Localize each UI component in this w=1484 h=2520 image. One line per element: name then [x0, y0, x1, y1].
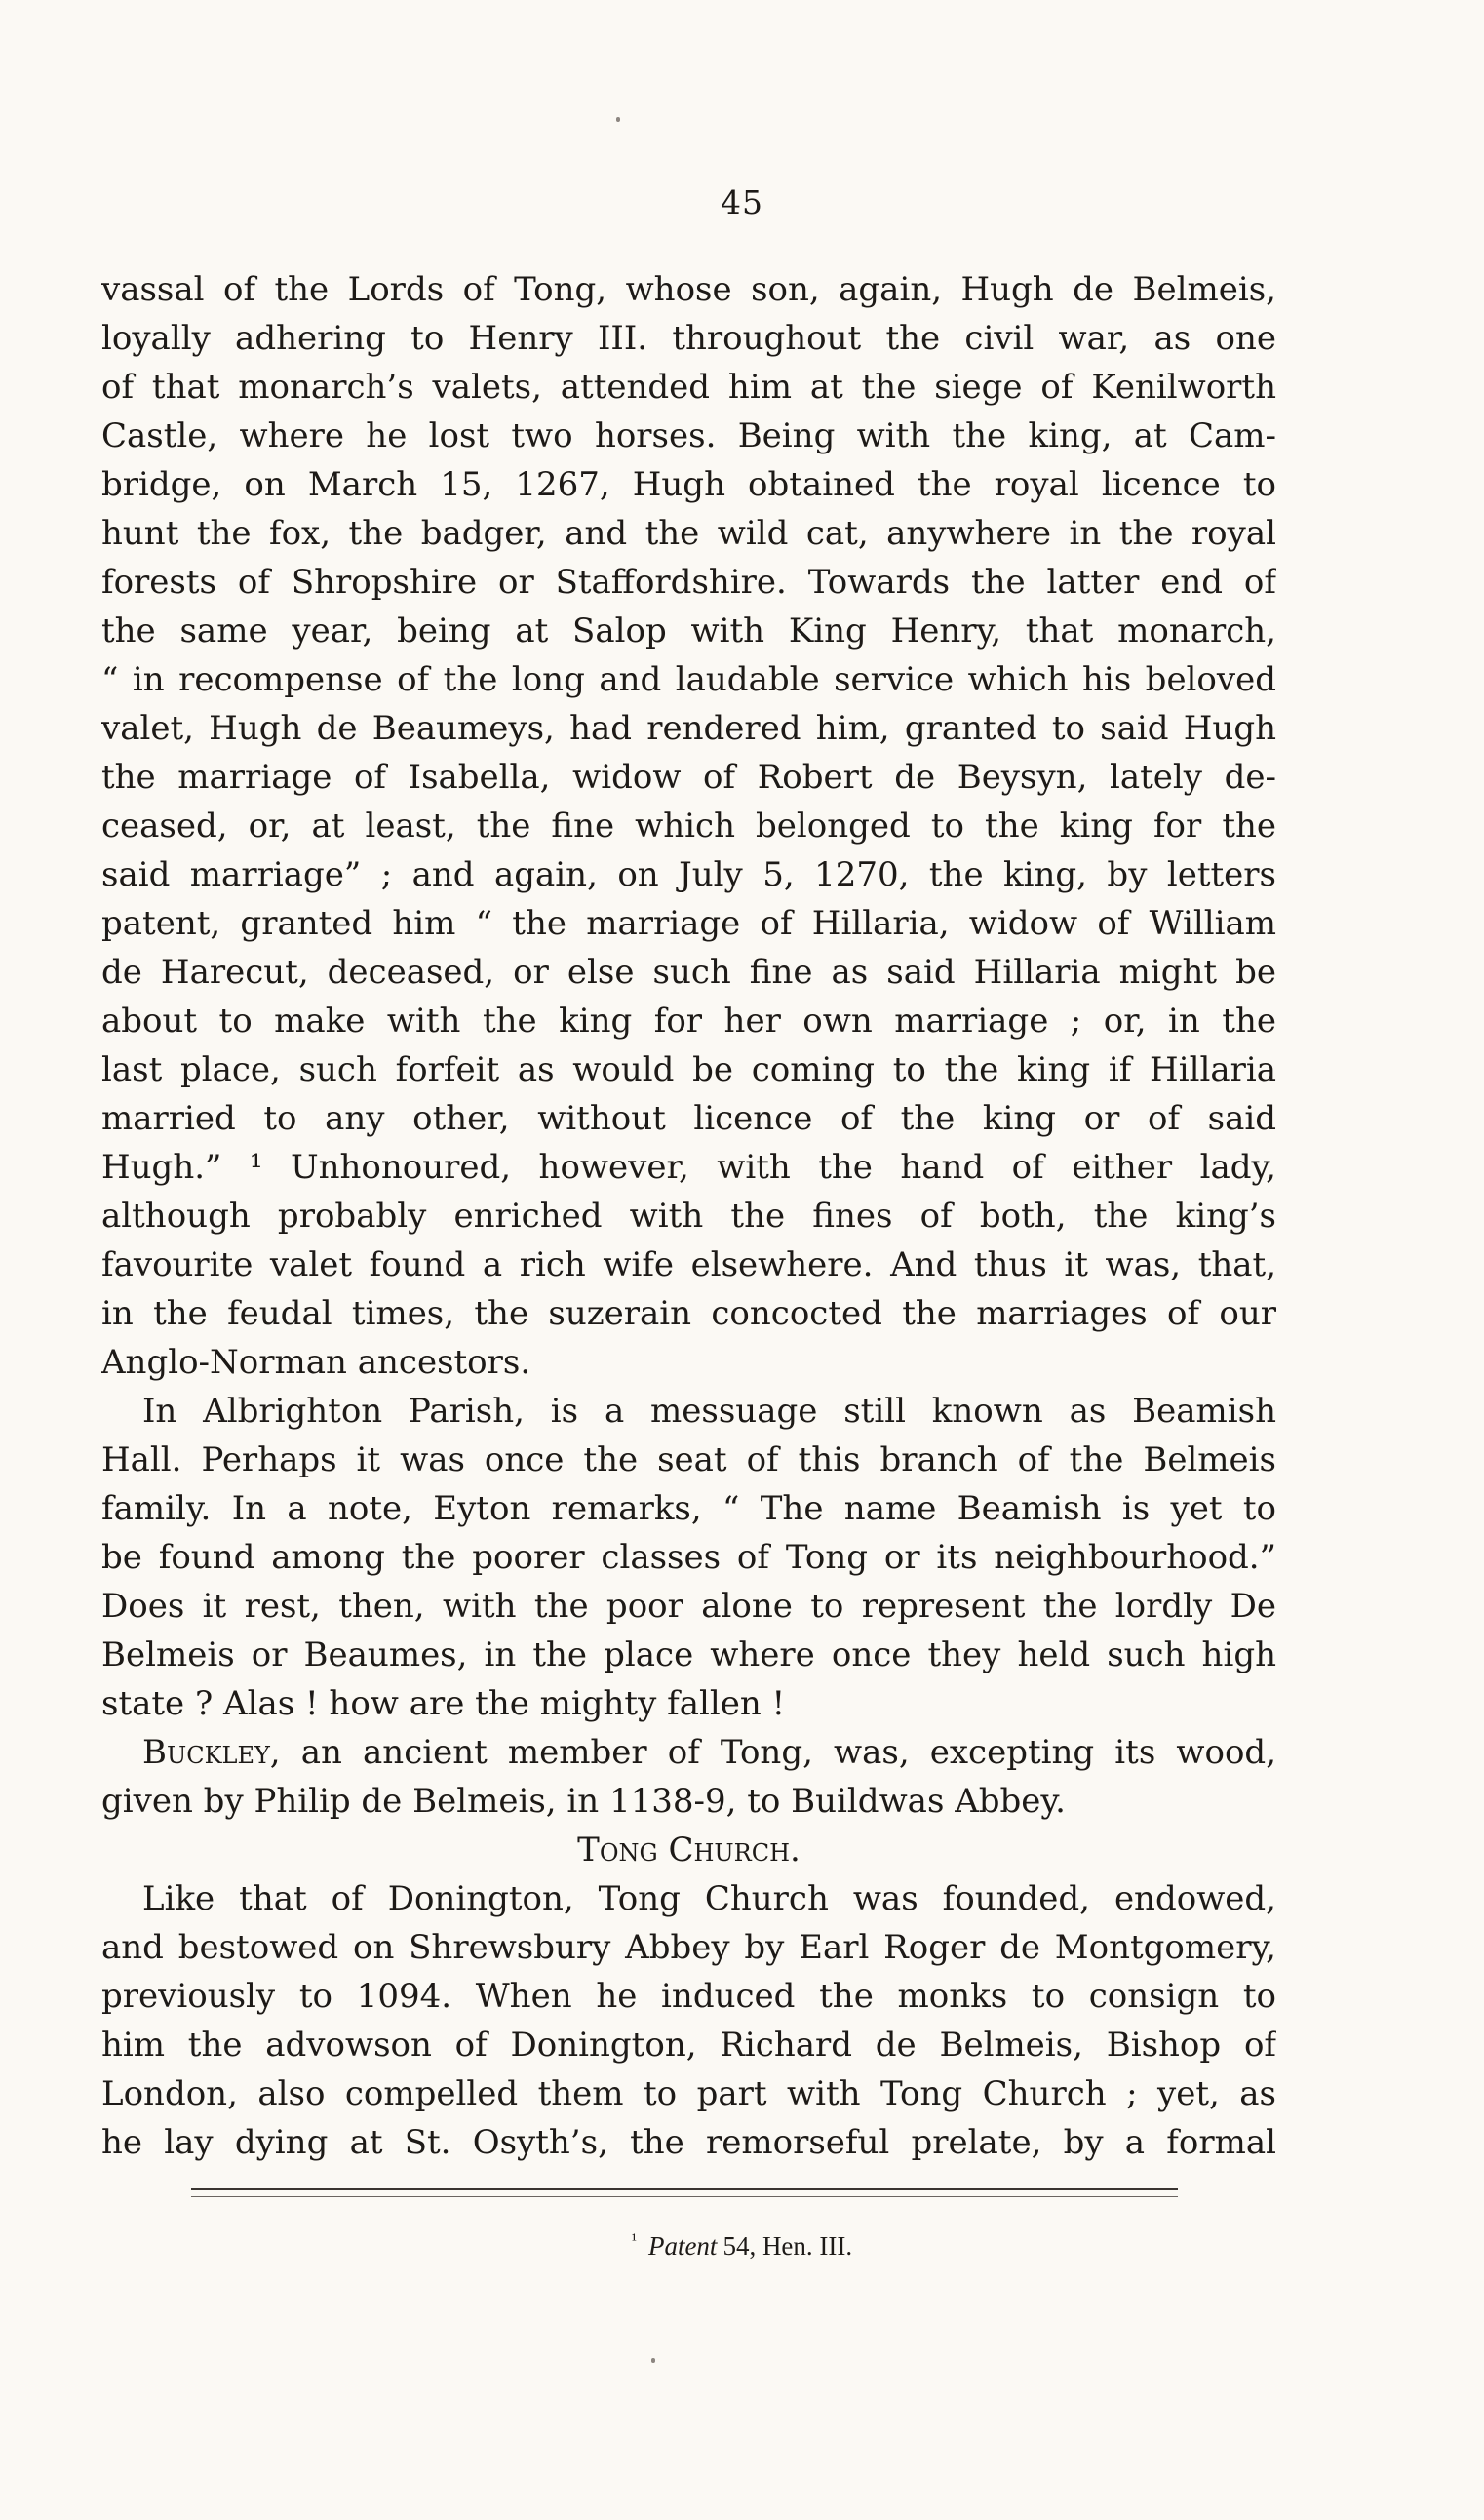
section-heading: Tong Church.	[577, 1831, 801, 1870]
text-line: Like that of Donington, Tong Church was founded, endowed,	[142, 1879, 1276, 1918]
footnote-mark: ¹	[631, 2230, 637, 2249]
text-line: although probably enriched with the fines of both, the king’s	[101, 1197, 1276, 1236]
text-line: “ in recompense of the long and laudable service which his beloved	[101, 660, 1276, 699]
text-line: given by Philip de Belmeis, in 1138-9, to Buildwas Abbey.	[101, 1782, 1066, 1821]
footnote-rule	[191, 2188, 1178, 2190]
text-line: state ? Alas ! how are the mighty fallen !	[101, 1684, 786, 1723]
text-line-rest: an ancient member of Tong, was, excepting its wood,	[300, 1733, 1276, 1772]
text-line: be found among the poorer classes of Tong or its neighbourhood.”	[101, 1538, 1276, 1577]
text-line: In Albrighton Parish, is a messuage still known as Beamish	[142, 1392, 1276, 1431]
footnote-rule-thin	[191, 2196, 1178, 2197]
body-text	[101, 265, 1276, 2167]
text-line: previously to 1094. When he induced the monks to consign to	[101, 1977, 1276, 2016]
text-line: hunt the fox, the badger, and the wild cat, anywhere in the royal	[101, 514, 1276, 553]
buckley-heading: Buckley,	[142, 1733, 281, 1772]
text-line: him the advowson of Donington, Richard de Belmeis, Bishop of	[101, 2026, 1276, 2065]
paper-speck	[651, 2358, 655, 2363]
text-line: de Harecut, deceased, or else such fine as said Hillaria might be	[101, 953, 1276, 992]
text-line: he lay dying at St. Osyth’s, the remorseful prelate, by a formal	[101, 2123, 1276, 2162]
text-line: in the feudal times, the suzerain concocted the marriages of our	[101, 1294, 1276, 1333]
text-line: loyally adhering to Henry III. throughout the civil war, as one	[101, 319, 1276, 358]
footnote	[0, 2224, 1484, 2263]
text-line: forests of Shropshire or Staffordshire. Towards the latter end of	[101, 563, 1276, 602]
text-line: favourite valet found a rich wife elsewhere. And thus it was, that,	[101, 1245, 1276, 1284]
text-line: family. In a note, Eyton remarks, “ The name Beamish is yet to	[101, 1489, 1276, 1528]
text-line: London, also compelled them to part with Tong Church ; yet, as	[101, 2074, 1276, 2113]
text-line: married to any other, without licence of the king or of said	[101, 1099, 1276, 1138]
text-line: Castle, where he lost two horses. Being with the king, at Cam-	[101, 416, 1276, 455]
text-line: the marriage of Isabella, widow of Robert de Beysyn, lately de-	[101, 758, 1276, 797]
text-line-buckley	[101, 1728, 1276, 1777]
text-line: ceased, or, at least, the fine which belonged to the king for the	[101, 807, 1276, 846]
text-line: Hall. Perhaps it was once the seat of this branch of the Belmeis	[101, 1440, 1276, 1479]
text-line: said marriage” ; and again, on July 5, 1270, the king, by letters	[101, 855, 1276, 894]
text-line: Belmeis or Beaumes, in the place where once they held such high	[101, 1635, 1276, 1674]
text-line: of that monarch’s valets, attended him at the siege of Kenilworth	[101, 368, 1276, 407]
text-line: patent, granted him “ the marriage of Hillaria, widow of William	[101, 904, 1276, 943]
text-line: about to make with the king for her own marriage ; or, in the	[101, 1002, 1276, 1041]
text-line: last place, such forfeit as would be coming to the king if Hillaria	[101, 1050, 1276, 1089]
footnote-ref: 54, Hen. III.	[722, 2231, 853, 2261]
text-line: and bestowed on Shrewsbury Abbey by Earl Roger de Montgomery,	[101, 1928, 1276, 1967]
text-line: Hugh.” ¹ Unhonoured, however, with the hand of either lady,	[101, 1148, 1276, 1187]
page-number: 45	[721, 183, 763, 221]
text-line: Anglo-Norman ancestors.	[101, 1343, 531, 1382]
paper-speck	[616, 117, 620, 122]
text-line: valet, Hugh de Beaumeys, had rendered him, granted to said Hugh	[101, 709, 1276, 748]
text-line: Does it rest, then, with the poor alone to represent the lordly De	[101, 1587, 1276, 1626]
text-line: vassal of the Lords of Tong, whose son, again, Hugh de Belmeis,	[101, 270, 1276, 309]
text-line: the same year, being at Salop with King Henry, that monarch,	[101, 611, 1276, 650]
footnote-title: Patent	[647, 2231, 718, 2261]
text-line: bridge, on March 15, 1267, Hugh obtained the royal licence to	[101, 465, 1276, 504]
